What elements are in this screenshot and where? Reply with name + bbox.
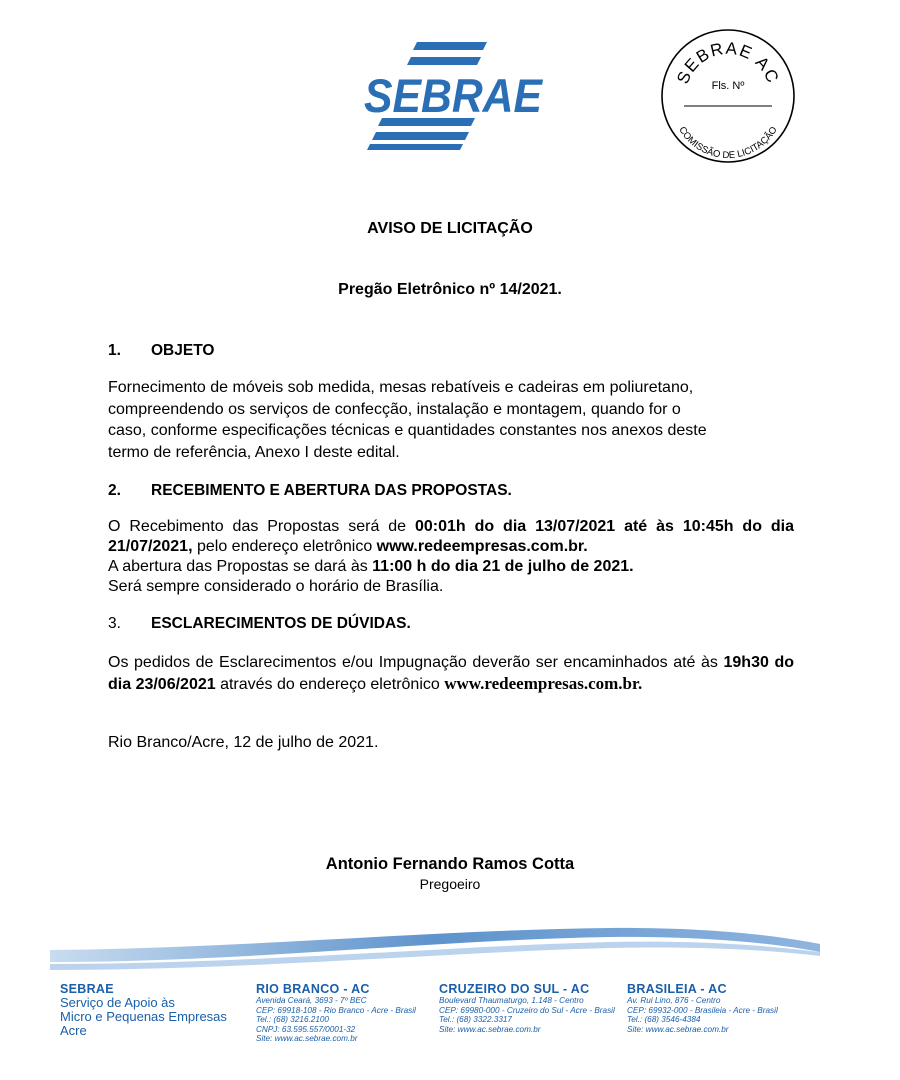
text-run: O Recebimento das Propostas será de: [108, 518, 415, 535]
section-2-body: [108, 517, 794, 597]
footer-wave: [50, 922, 820, 972]
office-line: CNPJ: 63.595.557/0001-32: [256, 1024, 356, 1034]
office-line: CEP: 69932-000 - Brasileia - Acre - Brasil: [627, 1005, 778, 1015]
section-3-title: ESCLARECIMENTOS DE DÚVIDAS.: [151, 615, 411, 632]
section-3-body: [108, 652, 794, 695]
section-3-heading: [108, 615, 411, 633]
section-1-title: OBJETO: [151, 342, 215, 359]
office-line: Site: www.ac.sebrae.com.br: [439, 1024, 541, 1034]
section-1-line: caso, conforme especificações técnicas e quantidades constantes nos anexos deste: [108, 422, 707, 439]
footer-org-title: SEBRAE: [60, 982, 114, 996]
section-2-heading: [108, 482, 512, 500]
svg-text:COMISSÃO DE LICITAÇÃO: [676, 125, 779, 161]
document-subtitle: Pregão Eletrônico nº 14/2021.: [338, 281, 562, 298]
sebrae-logo: [360, 38, 550, 153]
footer-office-rio-branco: [256, 982, 416, 1044]
footer-org-line: Micro e Pequenas Empresas: [60, 1009, 227, 1024]
logo-wordmark: SEBRAE: [364, 69, 544, 122]
office-line: Site: www.ac.sebrae.com.br: [627, 1024, 729, 1034]
text-run: A abertura das Propostas se dará às: [108, 558, 373, 575]
text-run: pelo endereço eletrônico: [192, 538, 377, 555]
office-line: CEP: 69918-108 - Rio Branco - Acre - Brasil: [256, 1005, 416, 1015]
footer-office-cruzeiro-do-sul: [439, 982, 615, 1034]
commission-stamp: [658, 26, 798, 166]
stamp-arc-bottom: COMISSÃO DE LICITAÇÃO: [676, 124, 780, 162]
text-run: através do endereço eletrônico: [215, 676, 445, 693]
office-title: RIO BRANCO - AC: [256, 982, 370, 996]
section-1-line: compreendendo os serviços de confecção, instalação e montagem, quando for o: [108, 400, 681, 418]
footer-org-line: Acre: [60, 1023, 87, 1038]
section-2-paragraph-2: [108, 557, 794, 577]
footer-org-line: Serviço de Apoio às: [60, 995, 175, 1010]
document-title: AVISO DE LICITAÇÃO: [367, 220, 533, 237]
section-2-paragraph-1: [108, 517, 794, 557]
office-line: Avenida Ceará, 3693 - 7º BEC: [256, 996, 367, 1005]
office-line: Boulevard Thaumaturgo, 1.148 - Centro: [439, 996, 584, 1005]
place-date: Rio Branco/Acre, 12 de julho de 2021.: [108, 734, 379, 751]
section-1-line: termo de referência, Anexo I deste edital.: [108, 443, 400, 461]
stamp-arc-top: SEBRAE AC: [673, 38, 783, 87]
footer-office-brasileia: [627, 982, 778, 1034]
text-run: Os pedidos de Esclarecimentos e/ou Impugnação deverão ser encaminhados até às: [108, 654, 724, 671]
section-2-paragraph-3: Será sempre considerado o horário de Brasília.: [108, 578, 444, 595]
section-1-number: 1.: [108, 342, 121, 359]
office-line: Site: www.ac.sebrae.com.br: [256, 1034, 358, 1044]
office-line: Tel.: (68) 3216.2100: [256, 1015, 329, 1025]
website-link[interactable]: www.redeempresas.com.br.: [376, 538, 588, 555]
section-2-title: RECEBIMENTO E ABERTURA DAS PROPOSTAS.: [151, 482, 512, 499]
office-title: BRASILEIA - AC: [627, 982, 727, 996]
reception-period: 00:01h do dia 13/07/2021 até às 10:45h do dia 21/07/2021,: [108, 518, 794, 555]
footer-organization: [60, 982, 227, 1038]
signatory-role: Pregoeiro: [419, 876, 481, 892]
section-1-line: Fornecimento de móveis sob medida, mesas rebatíveis e cadeiras em poliuretano,: [108, 379, 694, 396]
office-line: Tel.: (68) 3546-4384: [627, 1015, 701, 1025]
signatory-name: Antonio Fernando Ramos Cotta: [325, 855, 575, 873]
section-2-number: 2.: [108, 482, 121, 499]
section-1-heading: [108, 342, 214, 360]
website-link[interactable]: www.redeempresas.com.br.: [444, 674, 643, 693]
office-line: Tel.: (68) 3322.3317: [439, 1015, 512, 1025]
opening-time: 11:00 h do dia 21 de julho de 2021.: [372, 558, 634, 575]
office-line: Av. Rui Lino, 876 - Centro: [627, 996, 721, 1005]
section-1-body: [108, 377, 794, 463]
deadline: 19h30 do dia 23/06/2021: [108, 654, 794, 693]
office-title: CRUZEIRO DO SUL - AC: [439, 982, 590, 996]
section-3-number: 3.: [108, 615, 121, 632]
stamp-label: Fls. Nº: [711, 80, 745, 92]
office-line: CEP: 69980-000 - Cruzeiro do Sul - Acre - Brasil: [439, 1005, 615, 1015]
